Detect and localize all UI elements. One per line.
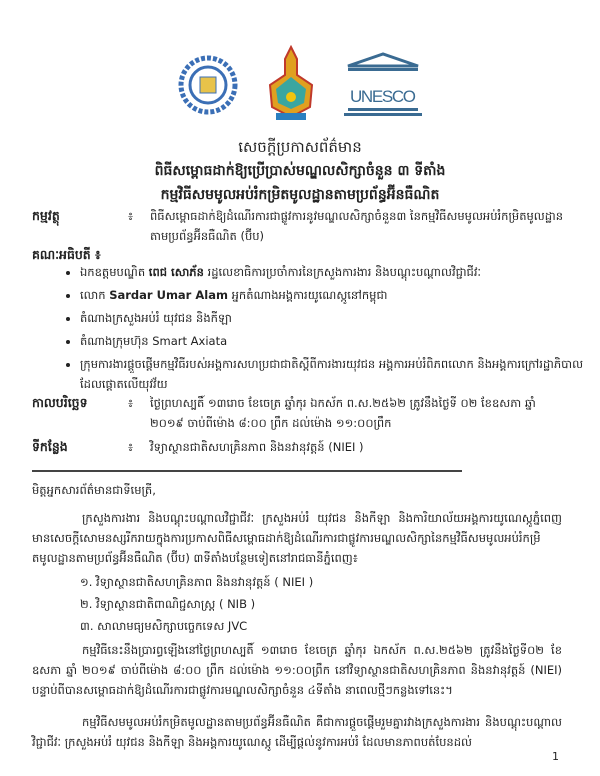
date-value: ថ្ងៃព្រហស្បតិ៍ ១៣រោច ខែចេត្រ ឆ្នាំកុរ ឯកស័ក ព.ស.២៥៦២ ត្រូវនឹងថ្ងៃទី ០២ ខែឧសភា ឆ្នាំ ២០១៩ ចាប់ពីម៉ោង ៨:០០ ព្រឹក ដល់ម៉ោង ១១:០០ព្រឹក: [150, 396, 536, 430]
logo-bar: [0, 45, 600, 125]
greeting: មិត្តអ្នកសារព័ត៌មានជាទីមេត្រី,: [32, 483, 156, 497]
list-item: ១. វិទ្យាស្ថានជាតិសហគ្រិនភាព និងនវានុវត្តន៍ ( NIEI ): [80, 575, 314, 589]
date-label: កាលបរិច្ឆេទ: [32, 395, 88, 410]
document-title: [0, 135, 600, 207]
title-line-3: កម្មវិធីសមមូលអប់រំកម្រិតមូលដ្ឋានតាមប្រព័ន្ធអ៊ីនធឺណិត: [160, 187, 440, 203]
paragraph-3: កម្មវិធីសមមូលអប់រំកម្រិតមូលដ្ឋានតាមប្រព័ន្ធអ៊ីនធឺណិត គឺជាការផ្តួចផ្តើមរួមគ្នារវាងក្រសួងការងារ និងបណ្តុះបណ្តាលវិជ្ជាជីវៈ ក្រសួងអប់រំ យុវជន និងកីឡា និងអង្គការយូណេស្កូ ដើម្បីផ្តល់នូវការអប់រំ ដែលមានភាពបត់បែនដល់: [32, 715, 562, 749]
list-item: ៣. សាលាមធ្យមសិក្សាបច្ចេកទេស JVC: [80, 619, 248, 633]
subject-label: កម្មវត្ថុ: [32, 208, 60, 223]
colon: ៖: [128, 396, 134, 410]
unesco-logo: [344, 52, 422, 118]
title-line-2: ពិធីសម្ពោធដាក់ឱ្យប្រើប្រាស់មណ្ឌលសិក្សាចំនួន ៣ ទីតាំង: [154, 163, 446, 179]
place-value: វិទ្យាស្ថានជាតិសហគ្រិនភាព និងនវានុវត្តន៍ (NIEI ): [150, 440, 364, 454]
place-label: ទីកន្លែង: [32, 439, 68, 454]
list-item: • លោក Sardar Umar Alam អ្នកតំណាងអង្គការយូណេស្កូនៅកម្ពុជា: [80, 285, 590, 305]
place-row: [32, 437, 572, 457]
list-item: • តំណាងក្រុមហ៊ុន Smart Axiata: [80, 331, 590, 351]
colon: ៖: [128, 440, 134, 454]
title-line-1: សេចក្តីប្រកាសព័ត៌មាន: [238, 138, 362, 156]
presiding-list: [60, 262, 590, 397]
list-item: ២. វិទ្យាស្ថានជាតិពាណិជ្ជសាស្ត្រ ( NIB ): [80, 597, 256, 611]
list-item: • តំណាងក្រសួងអប់រំ យុវជន និងកីឡា: [80, 308, 590, 328]
paragraph-2: កម្មវិធីនេះនឹងប្រារព្ធឡើងនៅថ្ងៃព្រហស្បតិ៍ ១៣រោច ខែចេត្រ ឆ្នាំកុរ ឯកស័ក ព.ស.២៥៦២ ត្រូវនឹងថ្ងៃទី០២ ខែឧសភា ឆ្នាំ ២០១៩ ចាប់ពីម៉ោង ៨:០០ ព្រឹក ដល់ម៉ោង ១១:០០ព្រឹក នៅវិទ្យាស្ថានជាតិសហគ្រិនភាព និងនវានុវត្តន៍ (NIEI) បន្ទាប់ពីបានសម្ពោធដាក់ឱ្យដំណើរការជាផ្លូវការមណ្ឌលសិក្សាចំនួន ៤ទីតាំង នាពេលថ្មីៗកន្លងទៅនេះ។: [32, 643, 562, 697]
colon: ៖: [128, 209, 134, 223]
subject-row: [32, 206, 572, 246]
ministry-of-labour-emblem: [178, 50, 238, 120]
page-number: 1: [552, 750, 559, 763]
paragraph-1: ក្រសួងការងារ និងបណ្តុះបណ្តាលវិជ្ជាជីវៈ ក្រសួងអប់រំ យុវជន និងកីឡា និងការិយាល័យអង្គការយូណេស្កូភ្នំពេញ មានសេចក្តីសោមនស្សរីករាយក្នុងការប្រកាសពិធីសម្ពោធដាក់ឱ្យដំណើរការជាផ្លូវការមណ្ឌលសិក្សានៃកម្មវិធីសមមូលអប់រំកម្រិតមូលដ្ឋានតាមប្រព័ន្ធអ៊ីនធឺណិត (ប៊ីប) ៣ទីតាំងបន្ថែមទៀតនៅរាជធានីភ្នំពេញ៖: [32, 511, 562, 565]
subject-value: ពិធីសម្ពោធដាក់ឱ្យដំណើរការជាផ្លូវការនូវមណ្ឌលសិក្សាចំនួន៣ នៃកម្មវិធីសមមូលអប់រំកម្រិតមូលដ្ឋានតាមប្រព័ន្ធអ៊ីនធឺណិត (ប៊ីប): [150, 209, 564, 243]
ministry-of-education-emblem: [266, 45, 316, 125]
list-item: • ក្រុមការងារផ្តួចផ្តើមកម្មវិធីរបស់អង្គការសហប្រជាជាតិស្តីពីការងារយុវជន អង្គការអប់រំពិភពលោក និងអង្គការក្រៅរដ្ឋាភិបាលដែលផ្តោតលើយុវវ័យ: [80, 354, 590, 394]
list-item: • ឯកឧត្តមបណ្ឌិត ពេជ សោភ័ន រដ្ឋលេខាធិការប្រចាំការនៃក្រសួងការងារ និងបណ្តុះបណ្តាលវិជ្ជាជីវៈ: [80, 262, 590, 282]
divider: [32, 470, 462, 472]
unesco-wordmark: UNESCO: [350, 87, 416, 106]
presiding-label: គណៈអធិបតី ៖: [32, 247, 101, 262]
date-row: [32, 393, 572, 433]
